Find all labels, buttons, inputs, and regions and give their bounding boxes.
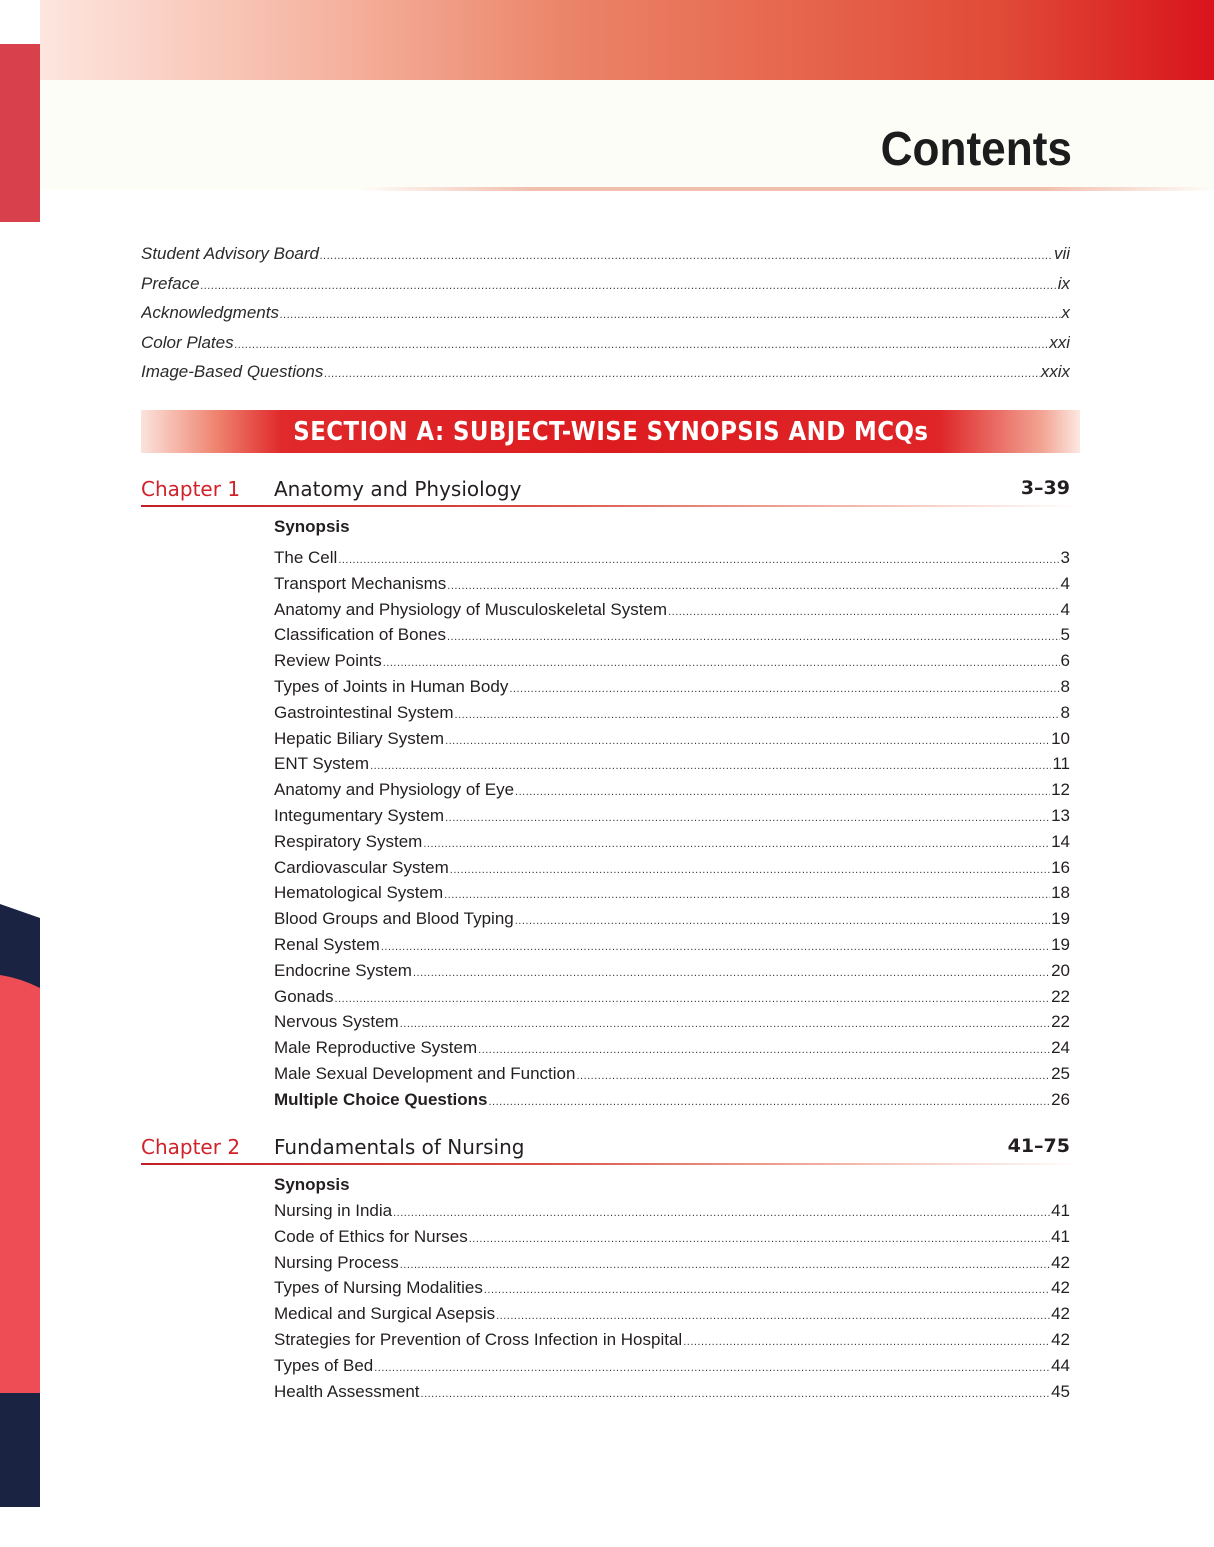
entry-page: 19 (1051, 909, 1070, 929)
entry-label: Hematological System (274, 883, 444, 903)
entry-page: 3 (1060, 548, 1070, 567)
entry-label: Multiple Choice Questions (274, 1089, 488, 1109)
toc-entry[interactable] (274, 1302, 1070, 1328)
chapter-rule (141, 505, 1080, 507)
toc-entry[interactable] (274, 572, 1070, 598)
front-matter-list (141, 242, 1070, 390)
entry-label: Color Plates (141, 332, 234, 352)
entry-page: 14 (1051, 831, 1070, 851)
leader-dots (383, 651, 1060, 675)
title-underline (360, 187, 1214, 191)
entry-label: Hepatic Biliary System (274, 728, 445, 748)
page-title: Contents (880, 123, 1072, 176)
leader-dots (509, 677, 1059, 701)
entry-label: Image-Based Questions (141, 362, 324, 381)
entry-label: Gastrointestinal System (274, 702, 454, 722)
entry-page: 11 (1052, 754, 1070, 774)
leader-dots (488, 1090, 1050, 1114)
leader-dots (668, 600, 1059, 624)
entry-page: 10 (1051, 728, 1070, 748)
entry-page: vii (1053, 244, 1070, 263)
section-banner (141, 410, 1080, 453)
entry-label: Anatomy and Physiology of Eye (274, 780, 515, 800)
leader-dots (445, 729, 1050, 753)
entry-label: Male Reproductive System (274, 1038, 478, 1058)
entry-page: 6 (1060, 651, 1070, 671)
entry-label: Nursing in India (274, 1201, 393, 1220)
toc-entry[interactable] (274, 985, 1070, 1011)
entry-label: Strategies for Prevention of Cross Infection in Hospital (274, 1329, 683, 1349)
entry-page: 41 (1051, 1226, 1070, 1246)
leader-dots (324, 362, 1039, 386)
entry-label: Gonads (274, 986, 334, 1006)
entry-label: Male Sexual Development and Function (274, 1063, 576, 1083)
left-edge-tab (0, 44, 40, 222)
leader-dots (201, 274, 1057, 298)
entry-page: 12 (1051, 780, 1070, 800)
leader-dots (370, 754, 1051, 778)
toc-entry[interactable] (274, 546, 1070, 572)
chapter-heading-1[interactable] (141, 477, 1070, 507)
entry-label: Types of Bed (274, 1355, 374, 1375)
leader-dots (455, 703, 1060, 727)
chapter-rule (141, 1163, 1080, 1165)
entry-label: Health Assessment (274, 1381, 420, 1401)
toc-entry[interactable] (274, 701, 1070, 727)
entry-label: Transport Mechanisms (274, 573, 447, 593)
leader-dots (496, 1304, 1050, 1328)
chapter-1-entries (274, 515, 1070, 1114)
synopsis-heading: Synopsis (274, 1175, 350, 1194)
entry-page: 4 (1060, 573, 1070, 593)
leader-dots (320, 244, 1053, 268)
entry-label: Blood Groups and Blood Typing (274, 909, 514, 929)
chapter-page-range: 3–39 (1020, 477, 1070, 499)
entry-page: x (1061, 303, 1070, 322)
leader-dots (683, 1330, 1050, 1354)
entry-label: Nursing Process (274, 1252, 399, 1272)
toc-entry[interactable] (274, 1328, 1070, 1354)
leader-dots (335, 987, 1051, 1011)
entry-page: ix (1057, 273, 1070, 293)
toc-entry[interactable] (274, 959, 1070, 985)
leader-dots (393, 1201, 1050, 1225)
toc-entry[interactable] (274, 830, 1070, 856)
leader-dots (484, 1278, 1050, 1302)
chapter-number: Chapter 2 (141, 1135, 241, 1159)
toc-entry-student-advisory-board[interactable] (141, 242, 1070, 272)
leader-dots (400, 1253, 1050, 1277)
chapter-heading-2[interactable] (141, 1135, 1070, 1165)
toc-entry[interactable] (274, 778, 1070, 804)
leader-dots (374, 1356, 1050, 1380)
toc-entry[interactable] (274, 1036, 1070, 1062)
entry-page: 20 (1051, 960, 1070, 980)
entry-label: Endocrine System (274, 960, 412, 980)
toc-entry-color-plates[interactable] (141, 331, 1070, 361)
entry-label: Types of Joints in Human Body (274, 676, 509, 696)
leader-dots (280, 303, 1061, 327)
toc-entry[interactable] (274, 856, 1070, 882)
entry-page: xxi (1049, 332, 1070, 352)
leader-dots (450, 858, 1050, 882)
leader-dots (447, 625, 1060, 649)
chapter-page-range: 41–75 (1007, 1135, 1070, 1157)
leader-dots (478, 1038, 1050, 1062)
entry-page: 45 (1051, 1381, 1070, 1401)
entry-page: 22 (1051, 986, 1070, 1006)
leader-dots (447, 574, 1059, 598)
entry-label: Anatomy and Physiology of Musculoskeletal System (274, 599, 668, 619)
leader-dots (445, 806, 1050, 830)
entry-label: Cardiovascular System (274, 857, 449, 877)
entry-page: 42 (1051, 1329, 1070, 1349)
leader-dots (515, 909, 1050, 933)
toc-entry[interactable] (274, 649, 1070, 675)
toc-entry[interactable] (274, 1251, 1070, 1277)
entry-label: Types of Nursing Modalities (274, 1278, 483, 1298)
toc-entry[interactable] (274, 1225, 1070, 1251)
entry-page: 19 (1051, 934, 1070, 954)
entry-page: 24 (1051, 1038, 1070, 1058)
leader-dots (400, 1012, 1050, 1036)
toc-entry[interactable] (274, 881, 1070, 907)
entry-page: 5 (1060, 625, 1070, 645)
chapter-title: Anatomy and Physiology (274, 477, 522, 501)
toc-entry[interactable] (274, 752, 1070, 778)
toc-entry[interactable] (274, 623, 1070, 649)
entry-page: 18 (1051, 883, 1070, 903)
entry-page: 42 (1051, 1278, 1070, 1298)
toc-entry[interactable] (274, 907, 1070, 933)
toc-entry[interactable] (274, 1276, 1070, 1302)
entry-label: Nervous System (274, 1012, 399, 1032)
leader-dots (338, 548, 1059, 572)
entry-page: 42 (1051, 1304, 1070, 1324)
leader-dots (444, 883, 1050, 907)
leader-dots (421, 1382, 1051, 1406)
toc-entry[interactable] (274, 727, 1070, 753)
entry-page: 4 (1060, 599, 1070, 619)
entry-page: 13 (1051, 805, 1070, 825)
chapter-number: Chapter 1 (141, 477, 241, 501)
entry-label: Renal System (274, 934, 380, 954)
entry-label: The Cell (274, 548, 338, 567)
chapter-title: Fundamentals of Nursing (274, 1135, 525, 1159)
entry-page: xxix (1040, 362, 1070, 381)
entry-page: 44 (1051, 1355, 1070, 1375)
toc-entry[interactable] (274, 1010, 1070, 1036)
toc-entry-preface[interactable] (141, 272, 1070, 302)
toc-entry[interactable] (274, 1062, 1070, 1088)
toc-entry[interactable] (274, 598, 1070, 624)
entry-label: Integumentary System (274, 805, 445, 825)
entry-label: Respiratory System (274, 831, 423, 851)
entry-label: Medical and Surgical Asepsis (274, 1304, 496, 1324)
entry-label: ENT System (274, 754, 370, 774)
synopsis-heading: Synopsis (274, 517, 350, 536)
entry-page: 42 (1051, 1252, 1070, 1272)
entry-label: Preface (141, 273, 200, 293)
leader-dots (381, 935, 1050, 959)
left-edge-decoration (0, 880, 40, 1507)
entry-label: Acknowledgments (141, 303, 279, 322)
leader-dots (515, 780, 1050, 804)
toc-entry-image-based-questions[interactable] (141, 360, 1070, 390)
toc-entry[interactable] (274, 933, 1070, 959)
toc-entry[interactable] (274, 1088, 1070, 1114)
leader-dots (469, 1227, 1050, 1251)
entry-page: 8 (1060, 676, 1070, 696)
entry-page: 25 (1051, 1063, 1070, 1083)
toc-entry[interactable] (274, 1354, 1070, 1380)
entry-page: 22 (1051, 1012, 1070, 1032)
entry-page: 8 (1060, 702, 1070, 722)
entry-label: Code of Ethics for Nurses (274, 1226, 468, 1246)
entry-page: 16 (1051, 857, 1070, 877)
leader-dots (413, 961, 1050, 985)
toc-entry[interactable] (274, 675, 1070, 701)
entry-page: 26 (1051, 1089, 1070, 1109)
entry-page: 41 (1051, 1201, 1070, 1220)
toc-entry[interactable] (274, 1380, 1070, 1406)
entry-label: Classification of Bones (274, 625, 446, 645)
section-title: SECTION A: SUBJECT-WISE SYNOPSIS AND MCQs (292, 416, 929, 447)
chapter-2-entries (274, 1173, 1070, 1405)
toc-entry[interactable] (274, 804, 1070, 830)
entry-label: Review Points (274, 651, 382, 671)
toc-entry-acknowledgments[interactable] (141, 301, 1070, 331)
leader-dots (423, 832, 1050, 856)
header-gradient-band (40, 0, 1214, 80)
leader-dots (576, 1064, 1050, 1088)
toc-entry[interactable] (274, 1199, 1070, 1225)
entry-label: Student Advisory Board (141, 244, 319, 263)
leader-dots (235, 333, 1049, 357)
